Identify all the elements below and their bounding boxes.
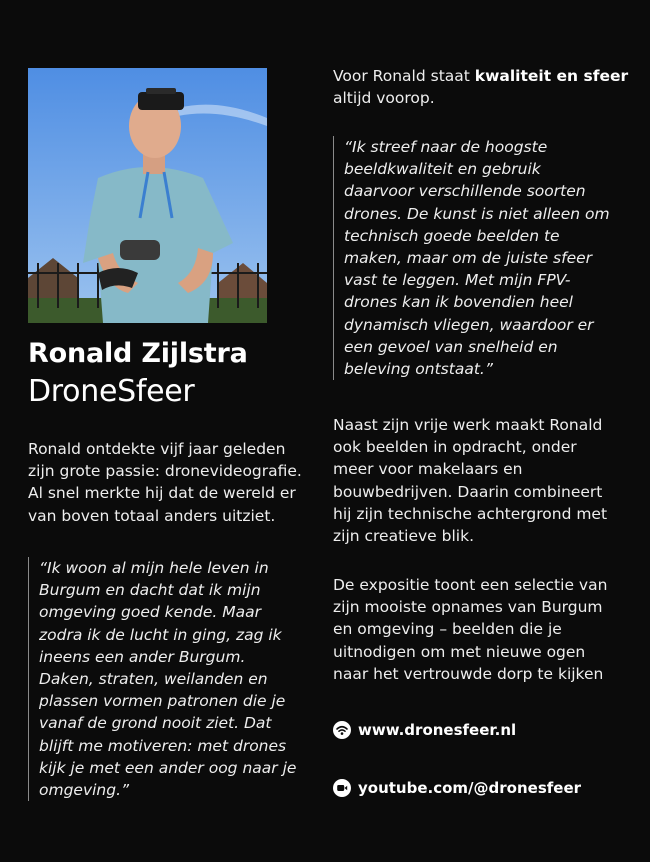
portrait-illustration	[28, 68, 267, 323]
quote-line: omgeving goed kende. Maar	[39, 603, 261, 622]
paragraph-line: zijn grote passie: dronevideografie.	[28, 462, 302, 481]
youtube-link[interactable]	[333, 779, 581, 797]
quote-line: vast te leggen. Met mijn FPV-	[344, 271, 571, 290]
quote-line: zodra ik de lucht in ging, zag ik	[39, 625, 282, 644]
paragraph-line: meer voor makelaars en	[333, 460, 523, 479]
left-quote	[28, 557, 296, 801]
paragraph-line: en omgeving – beelden die je	[333, 620, 562, 639]
quote-line: maken, maar om de juiste sfeer	[344, 249, 593, 268]
quote-line: dynamisch vliegen, waardoor er	[344, 315, 594, 334]
organization-name: DroneSfeer	[28, 374, 195, 409]
quote-line: drones kan ik bovendien heel	[344, 293, 573, 312]
quote-line: Burgum en dacht dat ik mijn	[39, 581, 261, 600]
lead-paragraph	[333, 65, 628, 109]
expo-paragraph	[333, 574, 607, 685]
quote-line: technisch goede beelden te	[344, 226, 560, 245]
website-link-text[interactable]: www.dronesfeer.nl	[358, 721, 517, 739]
quote-line: Daken, straten, weilanden en	[39, 670, 268, 689]
paragraph-line: uitnodigen om met nieuwe ogen	[333, 642, 586, 661]
paragraph-line: Naast zijn vrije werk maakt Ronald	[333, 416, 603, 434]
quote-line: “Ik woon al mijn hele leven in	[39, 559, 269, 577]
quote-line: daarvoor verschillende soorten	[344, 182, 586, 201]
quote-line: omgeving.”	[39, 781, 130, 800]
quote-line: plassen vormen patronen die je	[39, 692, 286, 711]
work-paragraph	[333, 414, 607, 547]
quote-line: beeldkwaliteit en gebruik	[344, 160, 541, 179]
quote-line: ineens een ander Burgum.	[39, 647, 246, 666]
lead-suffix: altijd voorop.	[333, 89, 435, 108]
paragraph-line: zijn mooiste opnames van Burgum	[333, 598, 603, 617]
person-name: Ronald Zijlstra	[28, 338, 248, 369]
quote-line: “Ik streef naar de hoogste	[344, 138, 548, 156]
quote-line: drones. De kunst is niet alleen om	[344, 204, 610, 223]
right-quote	[333, 136, 610, 380]
quote-line: beleving ontstaat.”	[344, 360, 493, 379]
intro-paragraph	[28, 438, 302, 527]
paragraph-line: zijn creatieve blik.	[333, 527, 474, 546]
lead-prefix: Voor Ronald staat	[333, 67, 475, 85]
quote-line: kijk je met een ander oog naar je	[39, 758, 297, 777]
paragraph-line: van boven totaal anders uitziet.	[28, 506, 276, 525]
paragraph-line: Al snel merkte hij dat de wereld er	[28, 484, 296, 503]
youtube-link-text[interactable]: youtube.com/@dronesfeer	[358, 779, 582, 797]
paragraph-line	[333, 65, 628, 87]
paragraph-line: bouwbedrijven. Daarin combineert	[333, 482, 603, 501]
youtube-icon	[333, 779, 351, 797]
paragraph-line: De expositie toont een selectie van	[333, 576, 608, 594]
paragraph-line: Ronald ontdekte vijf jaar geleden	[28, 440, 286, 458]
quote-line: blijft me motiveren: met drones	[39, 736, 287, 755]
paragraph-line: naar het vertrouwde dorp te kijken	[333, 664, 604, 683]
paragraph-line: hij zijn technische achtergrond met	[333, 504, 608, 523]
lead-emphasis: kwaliteit en sfeer	[474, 67, 629, 85]
portrait-photo	[28, 68, 267, 323]
quote-line: vanaf de grond nooit ziet. Dat	[39, 714, 272, 733]
website-link[interactable]	[333, 721, 516, 739]
wifi-icon	[333, 721, 351, 739]
paragraph-line: ook beelden in opdracht, onder	[333, 438, 577, 457]
quote-line: een gevoel van snelheid en	[344, 337, 558, 356]
